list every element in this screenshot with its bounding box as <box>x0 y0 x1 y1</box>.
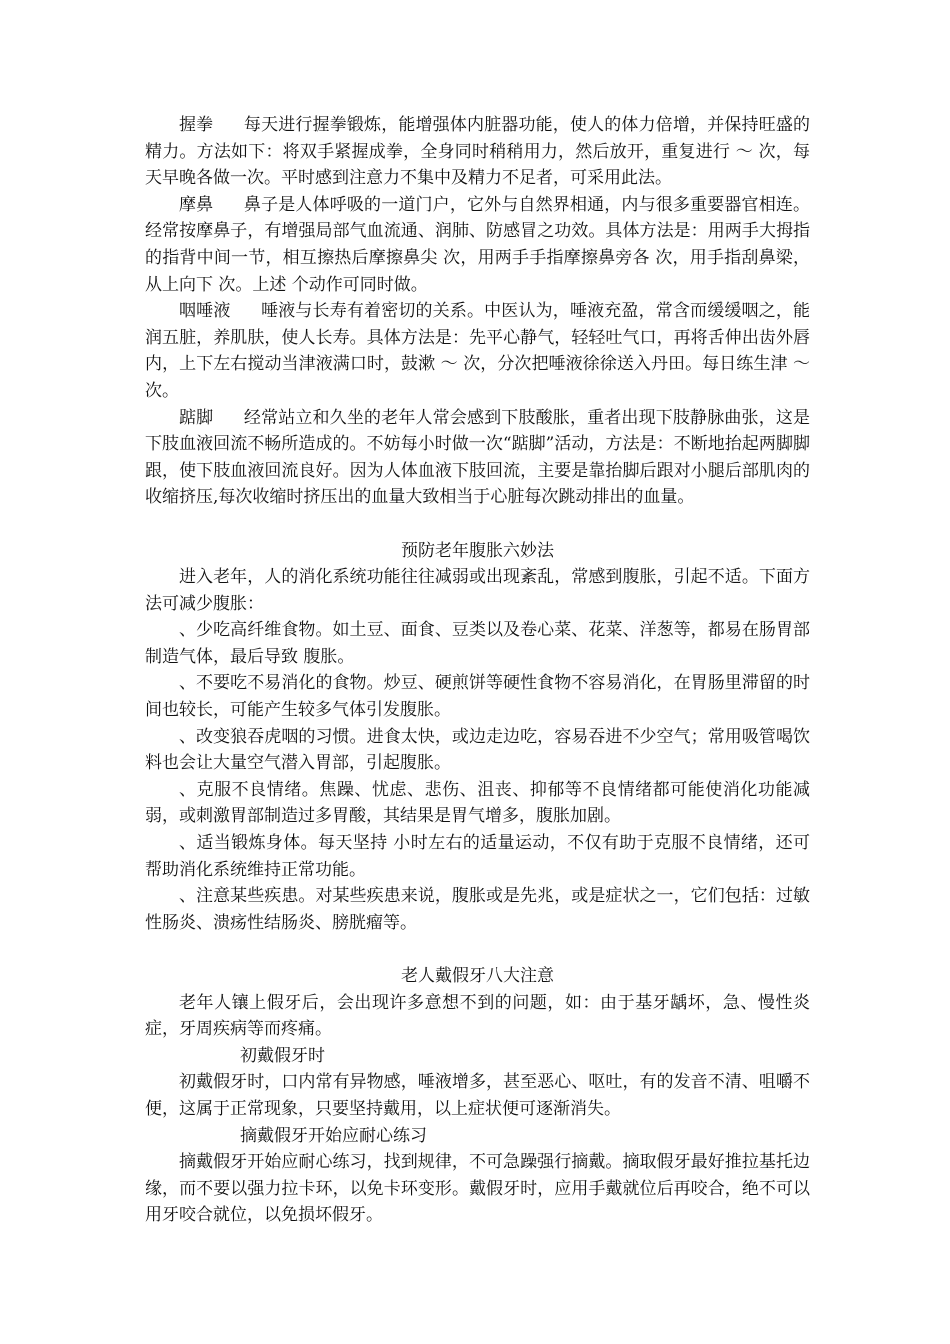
paragraph-saliva <box>145 298 810 404</box>
section-intro: 进入老年，人的消化系统功能往往减弱或出现紊乱，常感到腹胀，引起不适。下面方法可减少腹胀： <box>145 567 810 614</box>
section-title: 老人戴假牙八大注意 <box>401 966 554 986</box>
subsection-heading: 初戴假牙时 <box>240 1045 325 1066</box>
paragraph-tiptoe <box>145 405 810 511</box>
paragraph-text: 经常站立和久坐的老年人常会感到下肢酸胀，重者出现下肢静脉曲张，这是下肢血液回流不畅所造成的。不妨每小时做一次“踮脚”活动，方法是：不断地抬起两脚脚跟，使下肢血液回流良好。因为人体血液下肢回流，主要是靠抬脚后跟对小腿后部肌肉的收缩挤压,每次收缩时挤压出的血量大致相当于心脏每次跳动排出的血量。 <box>145 407 811 508</box>
list-item: 、注意某些疾患。对某些疾患来说，腹胀或是先兆，或是症状之一，它们包括：过敏性肠炎、溃疡性结肠炎、膀胱瘤等。 <box>145 886 810 933</box>
list-item: 、改变狼吞虎咽的习惯。进食太快，或边走边吃，容易吞进不少空气；常用吸管喝饮料也会让大量空气潜入胃部，引起腹胀。 <box>145 726 810 774</box>
list-item: 、少吃高纤维食物。如土豆、面食、豆类以及卷心菜、花菜、洋葱等，都易在肠胃部制造气体，最后导致 腹胀。 <box>145 620 810 667</box>
paragraph-grip <box>145 112 810 192</box>
document-page <box>145 112 810 1229</box>
section-intro: 老年人镶上假牙后，会出现许多意想不到的问题，如：由于基牙龋坏，急、慢性炎症，牙周疾病等而疼痛。 <box>145 992 810 1040</box>
subsection-heading: 摘戴假牙开始应耐心练习 <box>240 1125 427 1146</box>
subsection-text: 初戴假牙时，口内常有异物感，唾液增多，甚至恶心、呕吐，有的发音不清、咀嚼不便，这属于正常现象，只要坚持戴用，以上症状便可逐渐消失。 <box>145 1072 810 1119</box>
list-item: 、不要吃不易消化的食物。炒豆、硬煎饼等硬性食物不容易消化，在胃肠里滞留的时间也较长，可能产生较多气体引发腹胀。 <box>145 673 810 721</box>
lead-term: 踮脚 <box>179 407 214 428</box>
subsection-text: 摘戴假牙开始应耐心练习，找到规律，不可急躁强行摘戴。摘取假牙最好推拉基托边缘，而不要以强力拉卡环，以免卡环变形。戴假牙时，应用手戴就位后再咬合，绝不可以用牙咬合就位，以免损坏假牙。 <box>145 1152 810 1226</box>
section-gap <box>145 511 810 538</box>
section-gap <box>145 936 810 963</box>
paragraph-text: 每天进行握拳锻炼，能增强体内脏器功能，使人的体力倍增，并保持旺盛的精力。方法如下：将双手紧握成拳，全身同时稍稍用力，然后放开，重复进行 ～ 次，每天早晚各做一次。平时感到注意力不集中及精力不足者，可采用此法。 <box>145 115 811 189</box>
lead-term: 咽唾液 <box>179 301 231 322</box>
lead-term: 握拳 <box>179 115 214 135</box>
paragraph-nose <box>145 192 810 298</box>
paragraph-text: 鼻子是人体呼吸的一道门户，它外与自然界相通，内与很多重要器官相连。经常按摩鼻子，有增强局部气血流通、润肺、防感冒之功效。具体方法是：用两手大拇指的指背中间一节，相互擦热后摩擦鼻尖 次，用两手手指摩擦鼻旁各 次，用手指刮鼻梁，从上向下 次。上述 个动作可同时做。 <box>145 194 811 295</box>
list-item: 、克服不良情绪。焦躁、忧虑、悲伤、沮丧、抑郁等不良情绪都可能使消化功能减弱，或刺激胃部制造过多胃酸，其结果是胃气增多，腹胀加剧。 <box>145 779 810 827</box>
section-title: 预防老年腹胀六妙法 <box>401 540 554 561</box>
paragraph-text: 唾液与长寿有着密切的关系。中医认为，唾液充盈，常含而缓缓咽之，能润五脏，养肌肤，使人长寿。具体方法是：先平心静气，轻轻吐气口，再将舌伸出齿外唇内，上下左右搅动当津液满口时，鼓漱 ～ 次，分次把唾液徐徐送入丹田。每日练生津 ～ 次。 <box>145 301 811 401</box>
list-item: 、适当锻炼身体。每天坚持 小时左右的适量运动，不仅有助于克服不良情绪，还可帮助消化系统维持正常功能。 <box>145 833 810 880</box>
lead-term: 摩鼻 <box>179 194 214 215</box>
